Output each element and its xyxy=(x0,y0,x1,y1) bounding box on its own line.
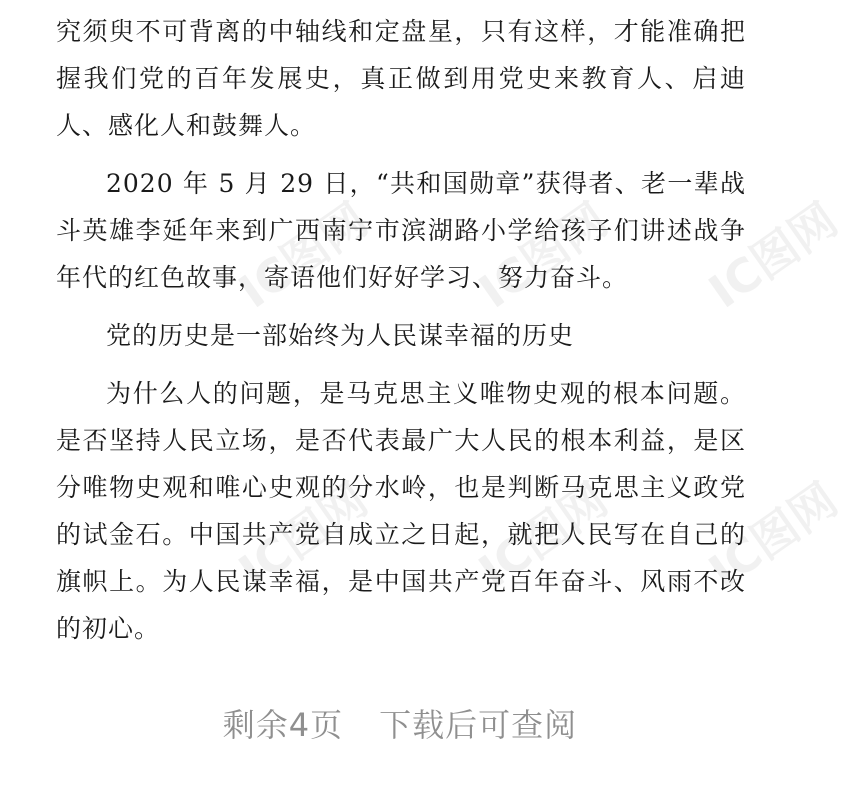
watermark: IC图网 xyxy=(699,472,848,599)
paragraph-li-yannian: 2020 年 5 月 29 日，“共和国勋章”获得者、老一辈战斗英雄李延年来到广西南宁市滨湖路小学给孩子们讲述战争年代的红色故事，寄语他们好好学习、努力奋斗。 xyxy=(56,169,746,292)
document-body xyxy=(56,8,746,652)
watermark: IC图网 xyxy=(699,192,848,319)
remaining-pages-label: 剩余4页 xyxy=(222,706,344,744)
section-heading: 党的历史是一部始终为人民谋幸福的历史 xyxy=(106,321,575,350)
download-to-view-label: 下载后可查阅 xyxy=(379,706,578,744)
watermark: IC图网 xyxy=(229,192,378,319)
watermark: IC图网 xyxy=(229,472,378,599)
watermark: IC图网 xyxy=(469,192,618,319)
watermark: IC图网 xyxy=(469,472,618,599)
paragraph-continuation: 究须臾不可背离的中轴线和定盘星，只有这样，才能准确把握我们党的百年发展史，真正做到用党史来教育人、启迪人、感化人和鼓舞人。 xyxy=(56,17,746,140)
paragraph-people: 为什么人的问题，是马克思主义唯物史观的根本问题。是否坚持人民立场，是否代表最广大人民的根本利益，是区分唯物史观和唯心史观的分水岭，也是判断马克思主义政党的试金石。中国共产党自成立之日起，就把人民写在自己的旗帜上。为人民谋幸福，是中国共产党百年奋斗、风雨不改的初心。 xyxy=(56,379,746,643)
download-prompt[interactable] xyxy=(0,700,800,746)
